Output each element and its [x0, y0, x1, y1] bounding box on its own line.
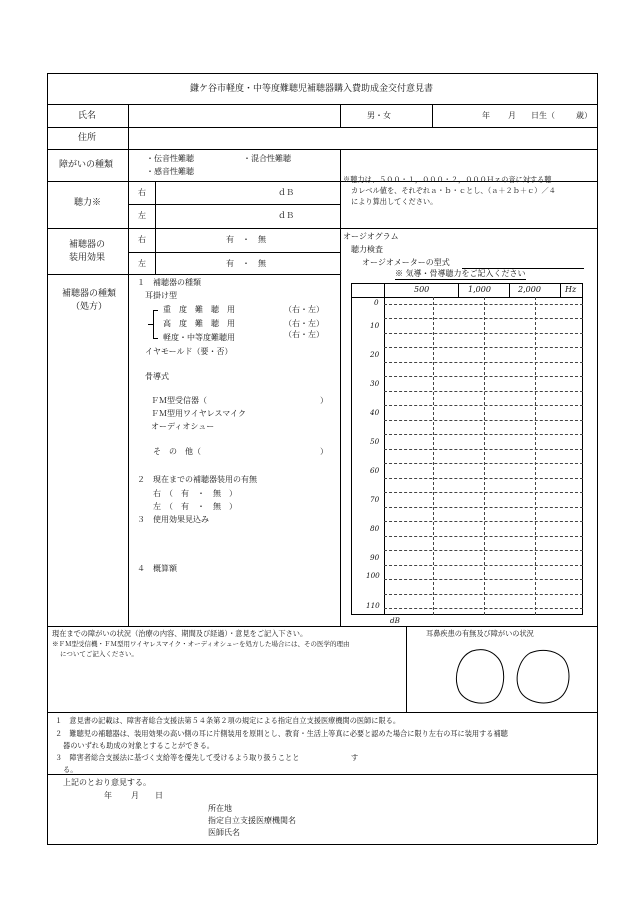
note-3a: ３ 障害者総合支援法に基づく支給等を優先して受けるよう取り扱うことと [55, 753, 300, 762]
db-line [384, 492, 583, 493]
db-line [384, 318, 583, 319]
type-severe[interactable]: 重 度 難 聴 用 [163, 305, 235, 314]
grid-vdash [484, 297, 485, 615]
hearing-right-label: 右 [138, 188, 146, 197]
fm-receiver[interactable]: ＦＭ型受信器（ [151, 396, 207, 405]
s4-title: ４ 概算額 [137, 564, 177, 573]
freq-500: 500 [414, 285, 430, 294]
other-close: ） [320, 447, 328, 456]
ear-status-title: 耳鼻疾患の有無及び障がいの状況 [426, 629, 534, 638]
bracket-tick [148, 324, 153, 325]
right-eardrum-shape [457, 650, 504, 703]
db-40: 40 [370, 408, 380, 417]
hearing-label: 聴力※ [74, 198, 102, 208]
audiogram-title: オージオグラム [343, 232, 399, 241]
type-high[interactable]: 高 度 難 聴 用 [163, 319, 235, 328]
form-title: 鎌ケ谷市軽度・中等度難聴児補聴器購入費助成金交付意見書 [190, 84, 434, 94]
grid-vdash [433, 297, 434, 615]
bracket-tick [153, 310, 158, 311]
grid-col-line [458, 283, 459, 297]
db-line [384, 304, 583, 305]
audio-shoe[interactable]: オーディオシュー [151, 422, 215, 431]
frame-right [597, 73, 598, 844]
prescription-label-1: 補聴器の種類 [62, 289, 117, 299]
ear-diagram[interactable] [450, 647, 575, 709]
col-line [406, 626, 407, 712]
db-line [384, 536, 583, 537]
bone-conduction[interactable]: 骨導式 [145, 372, 169, 381]
audiogram-test: 聴力検査 [351, 245, 383, 254]
sign-address: 所在地 [208, 804, 232, 813]
sign-month: 月 [131, 791, 139, 800]
audiogram-instruction: ※ 気導・骨導聴力をご記入ください [395, 269, 526, 278]
hearing-right-unit: ｄＢ [278, 188, 294, 197]
row-line [128, 204, 340, 205]
history-line-3: についてご記入ください。 [60, 650, 138, 658]
db-30: 30 [370, 379, 380, 388]
freq-hz: Hz [565, 285, 577, 294]
other-item[interactable]: そ の 他（ [153, 447, 201, 456]
row-line [47, 774, 597, 775]
hearing-note-2: カレベル値を、それぞれａ・ｂ・ｃとし、（ａ＋２ｂ＋ｃ）／４ [351, 186, 556, 195]
row-line [47, 149, 597, 150]
db-line [384, 376, 583, 377]
db-line [384, 362, 583, 363]
sign-year: 年 [104, 791, 112, 800]
row-line [47, 228, 597, 229]
db-line [384, 434, 583, 435]
freq-2000: 2,000 [518, 285, 541, 294]
fm-mic[interactable]: ＦＭ型用ワイヤレスマイク [151, 409, 246, 418]
db-line [384, 565, 583, 566]
db-line [384, 333, 583, 334]
s2-title: ２ 現在までの補聴器装用の有無 [137, 475, 257, 484]
sex-choice[interactable]: 男・女 [367, 111, 391, 120]
note-3c: す [351, 753, 359, 762]
col-line [432, 104, 433, 127]
col-line [340, 104, 341, 127]
db-50: 50 [370, 437, 380, 446]
db-line [384, 594, 583, 595]
db-unit: dB [390, 616, 400, 625]
effect-left-label: 左 [138, 259, 146, 268]
history-line-1: 現在までの障がいの状況（治療の内容、期間及び経過）・意見をご記入下さい。 [52, 629, 308, 638]
db-line [384, 347, 583, 348]
left-eardrum-shape [517, 650, 569, 703]
db-90: 90 [370, 553, 380, 562]
db-line [384, 405, 583, 406]
s2-left[interactable]: 左 （ 有 ・ 無 ） [153, 502, 237, 511]
ear-type: 耳掛け型 [145, 291, 177, 300]
hearing-note-1: ※聴力は、５００・１，０００・２，０００Ｈｚの音に対する聴 [343, 175, 552, 184]
col-line [340, 149, 341, 626]
col-line [155, 181, 156, 274]
hearing-note-3: により算出してください。 [351, 197, 438, 206]
db-line [384, 391, 583, 392]
frame-left [47, 73, 48, 844]
history-field[interactable] [49, 662, 404, 710]
db-10: 10 [370, 321, 380, 330]
grid-vdash [535, 297, 536, 615]
note-3b: る。 [63, 765, 78, 774]
type-mild[interactable]: 軽度・中等度難聴用 [163, 333, 235, 342]
s1-title: １ 補聴器の種類 [137, 278, 201, 287]
effect-left-choice[interactable]: 有 ・ 無 [226, 259, 266, 268]
birth-month-label: 月 [508, 111, 516, 120]
effect-right-label: 右 [138, 235, 146, 244]
prescription-label-2: （処方） [71, 302, 108, 312]
type-mild-side[interactable]: （右・左） [284, 330, 324, 339]
type-high-side[interactable]: （右・左） [284, 319, 324, 328]
row-line [47, 626, 597, 627]
freq-1000: 1,000 [468, 285, 491, 294]
db-110: 110 [366, 601, 380, 610]
s3-title: ３ 使用効果見込み [137, 515, 209, 524]
effect-label-2: 装用効果 [69, 253, 106, 263]
sign-institution: 指定自立支援医療機関名 [208, 816, 296, 825]
birth-day-label: 日生（ [531, 111, 555, 120]
sign-doctor: 医師氏名 [208, 828, 240, 837]
statement: 上記のとおり意見する。 [63, 778, 151, 787]
db-60: 60 [370, 466, 380, 475]
option-mixed[interactable]: ・混合性難聴 [243, 154, 291, 163]
hearing-left-label: 左 [138, 211, 146, 220]
grid-col-line [509, 283, 510, 297]
earmold[interactable]: イヤモールド（要・否） [145, 347, 233, 356]
db-line [384, 463, 583, 464]
birth-year-label: 年 [482, 111, 490, 120]
db-line [384, 550, 583, 551]
type-severe-side[interactable]: （右・左） [284, 305, 324, 314]
effect-right-choice[interactable]: 有 ・ 無 [226, 235, 266, 244]
fm-receiver-close: ） [320, 396, 328, 405]
sign-day: 日 [155, 791, 163, 800]
db-0: 0 [374, 298, 379, 307]
row-line [47, 104, 597, 105]
db-line [384, 608, 583, 609]
note-2b: 器のいずれも助成の対象とすることができる。 [63, 741, 214, 750]
col-line [128, 104, 129, 626]
db-line [384, 420, 583, 421]
age-label: 歳） [576, 111, 592, 120]
row-line [47, 712, 597, 713]
row-line [128, 252, 340, 253]
db-100: 100 [366, 571, 380, 580]
name-label: 氏名 [78, 111, 97, 121]
disability-type-label: 障がいの種類 [59, 160, 114, 170]
db-70: 70 [370, 495, 380, 504]
db-line [384, 449, 583, 450]
db-80: 80 [370, 524, 380, 533]
db-line [384, 507, 583, 508]
row-line [47, 127, 597, 128]
db-line [384, 478, 583, 479]
db-line [384, 521, 583, 522]
note-2a: ２ 難聴児の補聴器は、装用効果の高い側の耳に片側装用を原則とし、教育・生活上等真に必要と認めた場合に限り左右の耳に装用する補聴 [55, 729, 508, 738]
frame-top [47, 73, 597, 74]
grid-header-line [351, 297, 583, 298]
row-line [47, 274, 340, 275]
s2-right[interactable]: 右 （ 有 ・ 無 ） [153, 489, 237, 498]
option-conductive[interactable]: ・伝音性難聴 [146, 154, 194, 163]
address-label: 住所 [78, 133, 97, 143]
type-bracket [153, 310, 154, 338]
option-sensorineural[interactable]: ・感音性難聴 [146, 167, 194, 176]
frame-bottom [47, 844, 597, 845]
bracket-tick [153, 338, 158, 339]
note-1: １ 意見書の記載は、障害者総合支援法第５４条第２項の規定による指定自立支援医療機関の医師に限る。 [55, 716, 401, 725]
audiometer-model: オージオメーターの型式 [362, 258, 450, 267]
effect-label-1: 補聴器の [69, 240, 106, 250]
grid-col-line [560, 283, 561, 297]
db-line [384, 579, 583, 580]
hearing-left-unit: ｄＢ [278, 211, 294, 220]
history-line-2: ※ＦＭ型受信機・ＦＭ型用ワイヤレスマイク・オーディオシューを処方した場合には、その医学的理由 [52, 640, 350, 648]
db-20: 20 [370, 350, 380, 359]
